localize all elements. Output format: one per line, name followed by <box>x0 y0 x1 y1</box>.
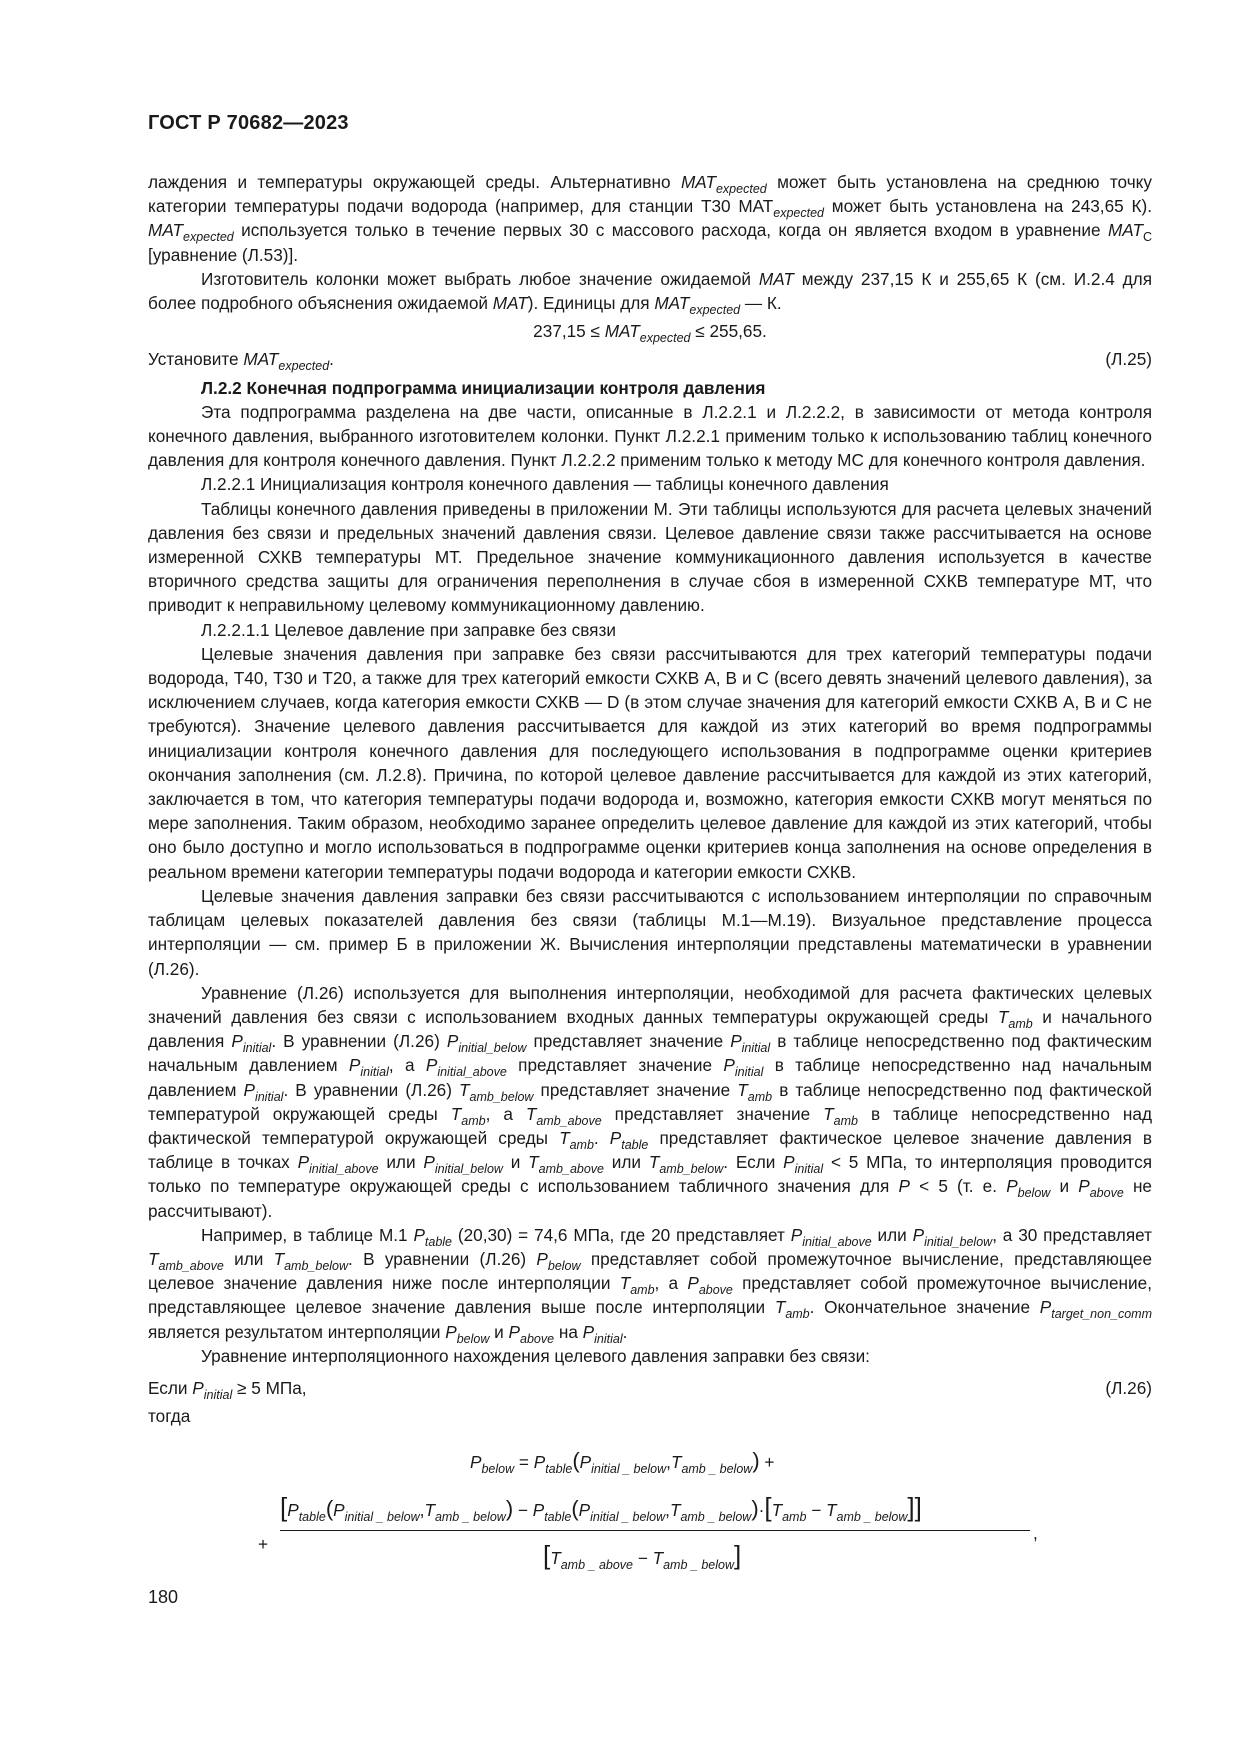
equation-number: (Л.26) <box>1105 1377 1152 1398</box>
paragraph-equation-intro: Уравнение интерполяционного нахождения целевого давления заправки без связи: <box>201 1345 870 1366</box>
equation-range: $237,15 \le MAT_{expected} \le 255,65$. <box>533 321 767 346</box>
fraction-numerator: $[P_{table}(P_{initial \_ below},T_{amb \_ below}) - P_{table}(P_{initial \_ below},T_{amb \_ below})\cdot[T_{amb} - T_{amb \_ below}]]$ <box>280 1492 922 1524</box>
then-label: тогда <box>148 1406 191 1427</box>
page-number: 180 <box>148 1587 179 1607</box>
paragraph-manufacturer-choice: Изготовитель колонки может выбрать любое значение ожидаемой MAT между 237,15 К и 255,65 К (см. И.2.4 для более подробного объяснения ожидаемой MAT). Единицы для $MAT_{expected}$ — К. <box>148 268 1153 318</box>
fraction-bar <box>280 1530 1030 1531</box>
section-heading-l22: Л.2.2 Конечная подпрограмма инициализации контроля давления <box>201 377 766 398</box>
paragraph-mat-expected: лаждения и температуры окружающей среды. Альтернативно $MAT_{expected}$ может быть установлена на среднюю точку категории температуры подачи водорода (например, для станции Т30 $МАТ_{expected}$ может быть установлена на 243,65 К). $MAT_{expected}$ используется только в течение первых 30 с массового расхода, когда он является входом в уравнение $MAT_C$ [уравнение (Л.53)]. <box>148 172 1152 265</box>
paragraph-subroutine: Эта подпрограмма разделена на две части, описанные в Л.2.2.1 и Л.2.2.2, в зависимости от метода контроля конечного давления, выбранного изготовителем колонки. Пункт Л.2.2.1 применим только к использованию таблиц конечного давления для контроля конечного давления. Пункт Л.2.2.2 применим только к методу МС для конечного контроля давления. <box>148 401 1152 471</box>
paragraph-interpolation: Целевые значения давления заправки без связи рассчитываются с использованием интерполяции по справочным таблицам целевых показателей давления без связи (таблицы М.1—М.19). Визуальное представление процесса интерполяции — см. пример Б в приложении Ж. Вычисления интерполяции представлены математически в уравнении (Л.26). <box>148 885 1152 979</box>
equation-number: (Л.25) <box>1105 349 1152 370</box>
equation-l25: Установите $MAT_{expected}$. (Л.25) <box>148 349 1152 374</box>
subsection-heading-l2211: Л.2.2.1.1 Целевое давление при заправке без связи <box>201 619 616 640</box>
subsection-heading-l221: Л.2.2.1 Инициализация контроля конечного давления — таблицы конечного давления <box>201 474 889 495</box>
paragraph-equation-l26-description: Уравнение (Л.26) используется для выполнения интерполяции, необходимой для расчета фактических целевых значений давления без связи с использованием входных данных температуры окружающей среды $T_{amb}$ и начального давления $P_{initial}$. В уравнении (Л.26) $P_{initial\_below}$ представляет значение $P_{initial}$ в таблице непосредственно под фактическим начальным давлением $P_{initial}$, а $P_{initial\_above}$ представляет значение $P_{initial}$ в таблице непосредственно над начальным давлением $P_{initial}$. В уравнении (Л.26) $T_{amb\_below}$ представляет значение $T_{amb}$ в таблице непосредственно под фактической температурой окружающей среды $T_{amb}$, а $T_{amb\_above}$ представляет значение $T_{amb}$ в таблице непосредственно над фактической температурой окружающей среды $T_{amb}$. $P_{table}$ представляет фактическое целевое значение давления в таблице в точках $P_{initial\_above}$ или $P_{initial\_below}$ и $T_{amb\_above}$ или $T_{amb\_below}$. Если $P_{initial} < 5$ МПа, то интерполяция проводится только по температуре окружающей среды с использованием табличного значения для P < 5 (т. е. $P_{below}$ и $P_{above}$ не рассчитывают). <box>148 982 1153 1221</box>
equation-l26-condition: Если $P_{initial} \ge 5$ МПа, (Л.26) <box>148 1377 1152 1402</box>
document-body <box>148 170 1152 1428</box>
paragraph-target-values: Целевые значения давления при заправке без связи рассчитываются для трех категорий температуры подачи водорода, Т40, Т30 и Т20, а также для трех категорий емкости СХКВ А, В и С (всего девять значений целевого давления), за исключением случаев, когда категория емкости СХКВ — D (в этом случае значения для категорий емкости СХКВ А, В и С не требуются). Значение целевого давления рассчитывается для каждой из этих категорий во время подпрограммы инициализации контроля конечного давления для последующего использования в подпрограмме оценки критериев окончания заполнения (см. Л.2.8). Причина, по которой целевое давление рассчитывается для каждой из этих категорий, заключается в том, что категория температуры подачи водорода и, возможно, категория емкости СХКВ могут меняться по мере заполнения. Таким образом, необходимо заранее определить целевое давление для каждой из этих категорий, чтобы оно было доступно и могло использоваться в подпрограмме оценки критериев конца заполнения на основе определения в реальном времени категории температуры подачи водорода и категории емкости СХКВ. <box>148 643 1152 882</box>
paragraph-final-pressure-tables: Таблицы конечного давления приведены в приложении М. Эти таблицы используются для расчета целевых значений давления без связи и предельных значений давления связи. Целевое давление связи также рассчитывается на основе измеренной СХКВ температуры МТ. Предельное значение коммуникационного давления используется в качестве вторичного средства защиты для ограничения переполнения в случае сбоя в измеренной СХКВ температуре МТ, что приводит к неправильному целевому коммуникационному давлению. <box>148 498 1152 616</box>
document-header: ГОСТ Р 70682—2023 <box>148 112 349 134</box>
formula-comma: , <box>1033 1523 1038 1543</box>
fraction-denominator: $[T_{amb \_ above} - T_{amb \_ below}]$ <box>543 1540 742 1572</box>
plus-sign: + <box>258 1534 269 1554</box>
formula-fraction <box>258 1490 1198 1580</box>
paragraph-example: Например, в таблице М.1 $P_{table}$ (20,30) = 74,6 МПа, где 20 представляет $P_{initial\_above}$ или $P_{initial\_below}$, а 30 представляет $T_{amb\_above}$ или $T_{amb\_below}$. В уравнении (Л.26) $P_{below}$ представляет собой промежуточное вычисление, представляющее целевое значение давления ниже после интерполяции $T_{amb}$, а $P_{above}$ представляет собой промежуточное вычисление, представляющее целевое значение давления выше после интерполяции $T_{amb}$. Окончательное значение $P_{target\_non\_comm}$ является результатом интерполяции $P_{below}$ и $P_{above}$ на $P_{initial}$. <box>148 1224 1153 1346</box>
formula-line-1: $P_{below} = P_{table}(P_{initial \_ below},T_{amb \_ below})$ + <box>470 1448 775 1476</box>
